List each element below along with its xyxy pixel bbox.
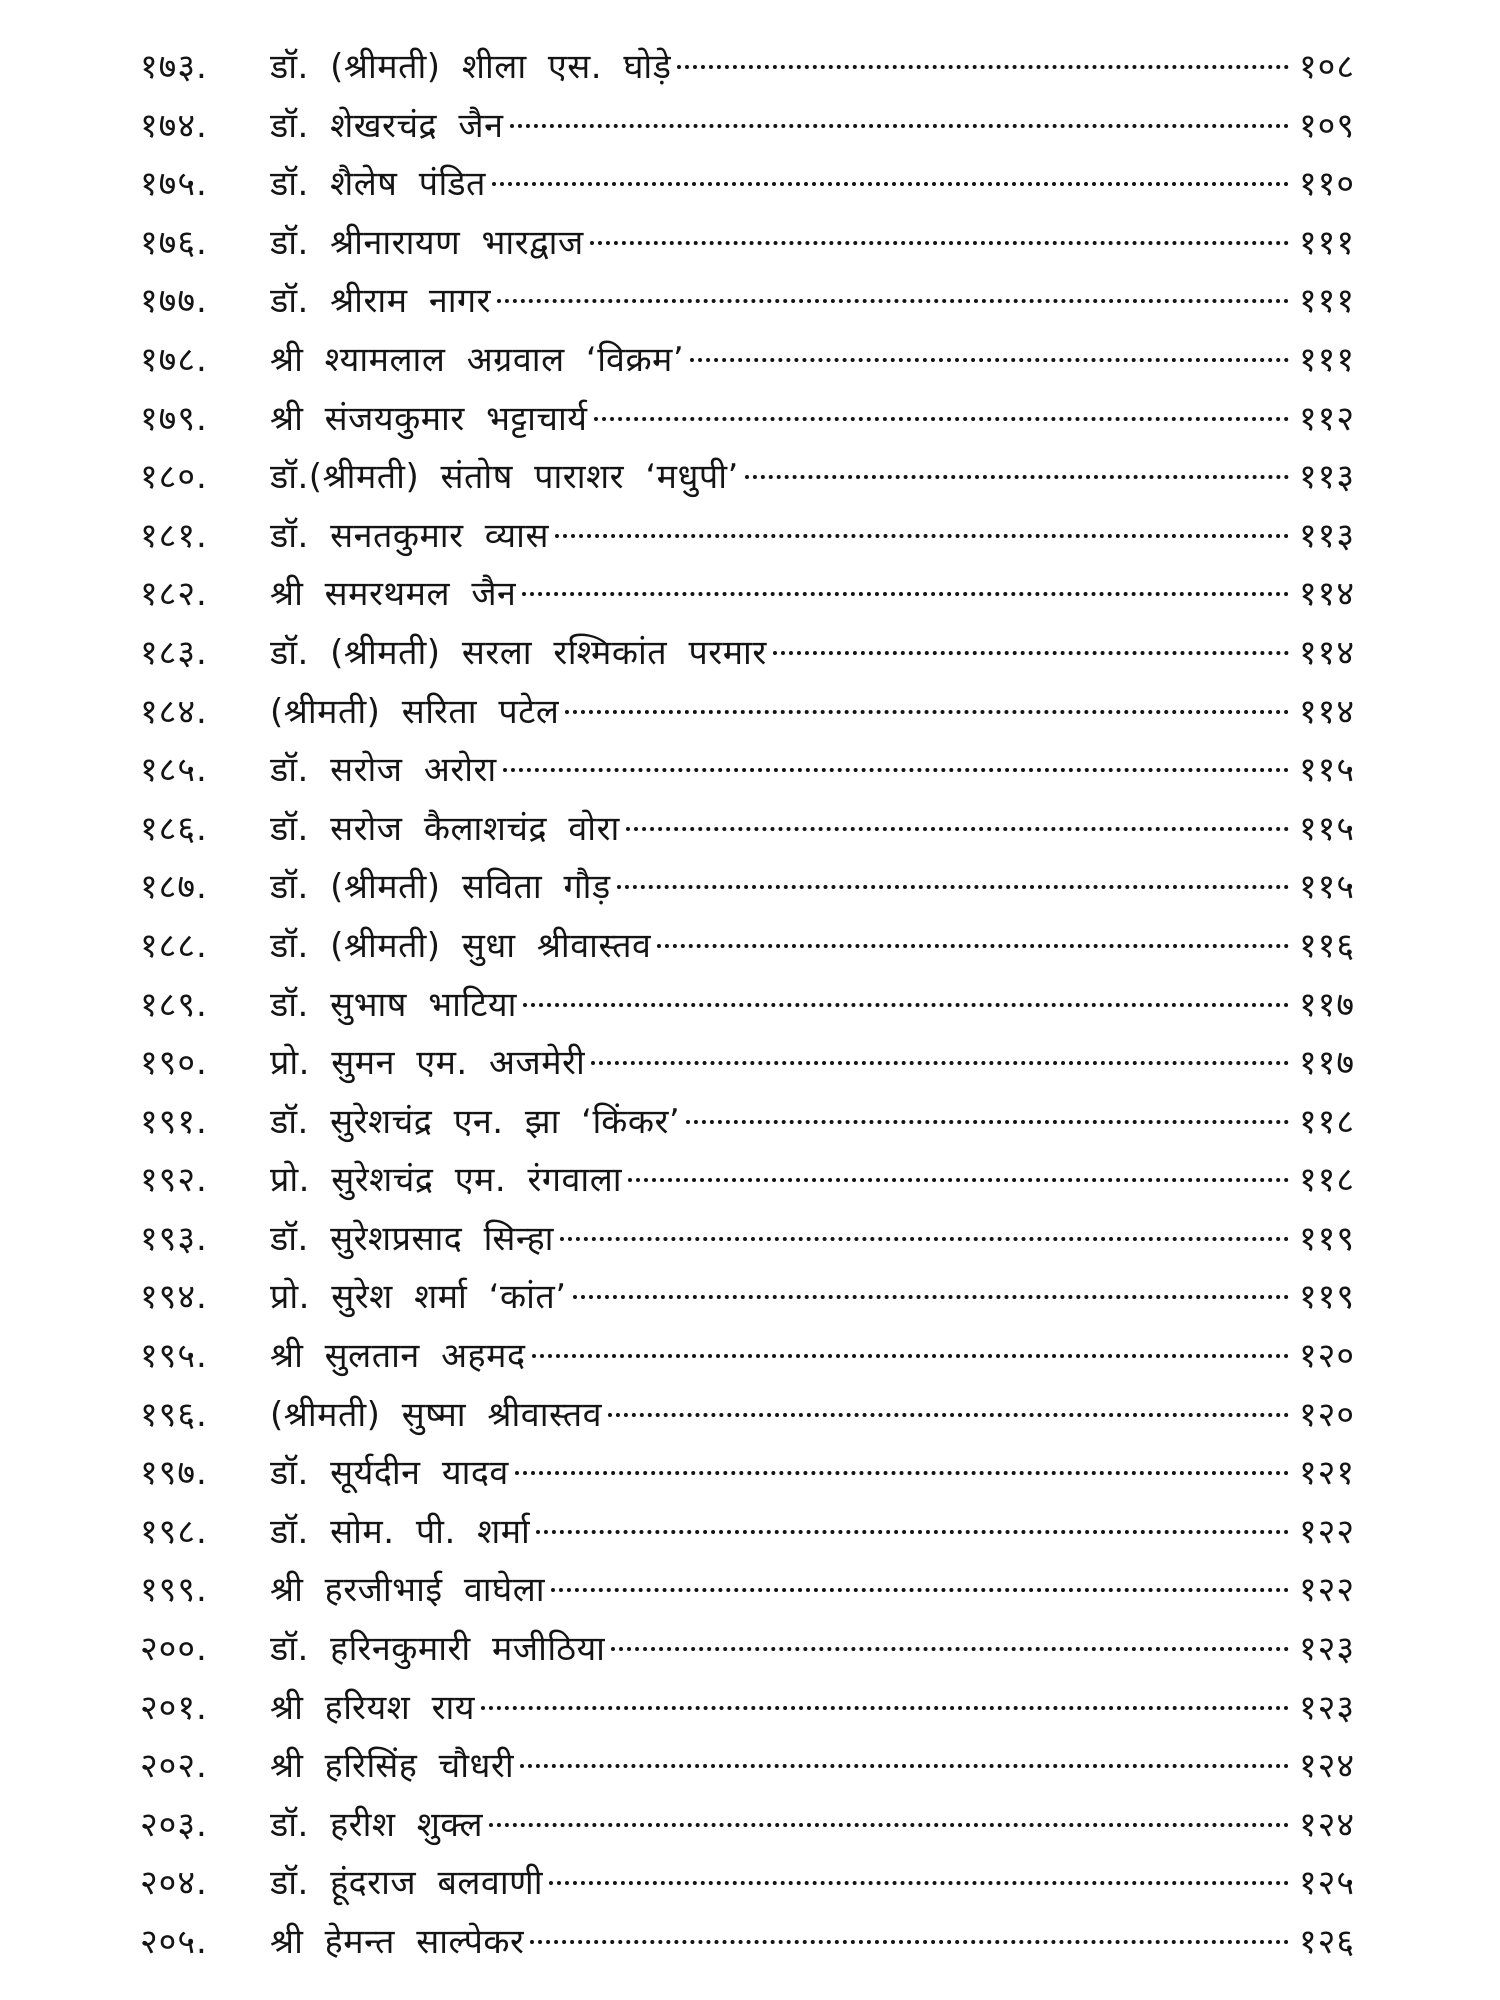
entry-page-number: १२४ [1298,1746,1355,1787]
dot-leader [555,534,1289,538]
dot-leader [551,1588,1289,1592]
entry-title: डॉ. सोम. पी. शर्मा [270,1511,531,1552]
entry-number: १८२. [140,574,208,615]
entry-page-number: १२६ [1298,1922,1355,1962]
entry-page-number: १२० [1298,1336,1355,1377]
entry-title: डॉ. शेखरचंद्र जैन [270,105,504,146]
entry-page-number: १२३ [1298,1687,1355,1728]
entry-number: १७८. [140,339,208,380]
entry-title: (श्रीमती) सुष्मा श्रीवास्तव [270,1394,603,1435]
entry-title: डॉ. हूंदराज बलवाणी [270,1863,544,1904]
entry-number: १९२. [140,1160,208,1201]
toc-entry [140,1210,1355,1269]
dot-leader [515,1471,1289,1475]
dot-leader [608,1413,1289,1417]
entry-title: श्री हरियश राय [270,1687,476,1728]
toc-entry [140,155,1355,214]
dot-leader [503,768,1289,772]
entry-title: प्रो. सुरेशचंद्र एम. रंगवाला [270,1160,623,1201]
toc-entry [140,917,1355,976]
toc-entry [140,800,1355,859]
dot-leader [611,1647,1288,1651]
entry-page-number: १११ [1298,222,1355,263]
entry-page-number: ११४ [1298,691,1355,732]
entry-number: १८९. [140,984,208,1025]
entry-page-number: १२१ [1298,1453,1355,1494]
entry-number: २०५. [140,1922,208,1962]
entry-number: २०२. [140,1746,208,1787]
entry-title: डॉ. हरीश शुक्ल [270,1804,484,1845]
dot-leader [628,1178,1289,1182]
entry-number: १८७. [140,867,208,908]
entry-page-number: ११८ [1298,1101,1355,1142]
dot-leader [565,710,1289,714]
toc-entry [140,741,1355,800]
entry-number: १८१. [140,515,208,556]
entry-title: डॉ. सुरेशप्रसाद सिन्हा [270,1218,554,1259]
toc-entry [140,448,1355,507]
toc-entry [140,1737,1355,1796]
entry-title: डॉ. शैलेष पंडित [270,164,486,205]
entry-title: डॉ. सनतकुमार व्यास [270,515,549,556]
entry-page-number: ११६ [1298,925,1355,966]
entry-number: १९८. [140,1511,208,1552]
entry-number: २०४. [140,1863,208,1904]
dot-leader [591,1061,1289,1065]
dot-leader [523,1003,1289,1007]
entry-title: श्री श्यामलाल अग्रवाल ‘विक्रम’ [270,339,685,380]
entry-number: १९५. [140,1336,208,1377]
toc-entry [140,976,1355,1035]
entry-title: श्री समरथमल जैन [270,574,517,615]
dot-leader [657,944,1289,948]
entry-number: २०३. [140,1804,208,1845]
entry-title: डॉ. सुरेशचंद्र एन. झा ‘किंकर’ [270,1101,681,1142]
toc-entry [140,1151,1355,1210]
dot-leader [677,65,1289,69]
entry-number: १९६. [140,1394,208,1435]
entry-number: १८४. [140,691,208,732]
entry-page-number: १०९ [1298,105,1355,146]
toc-entry [140,214,1355,273]
toc-entry [140,1679,1355,1738]
toc-entry [140,1561,1355,1620]
toc-entry [140,683,1355,742]
toc-entry [140,1796,1355,1855]
dot-leader [536,1530,1289,1534]
entry-page-number: ११२ [1298,398,1355,439]
entry-page-number: १२५ [1298,1863,1355,1904]
dot-leader [560,1237,1289,1241]
dot-leader [617,885,1289,889]
dot-leader [686,1120,1289,1124]
entry-page-number: ११३ [1298,457,1355,498]
entry-page-number: ११३ [1298,515,1355,556]
entry-page-number: ११७ [1298,1043,1355,1084]
dot-leader [594,417,1289,421]
entry-number: २०१. [140,1687,208,1728]
entry-title: डॉ. सरोज अरोरा [270,750,497,791]
entry-page-number: ११७ [1298,984,1355,1025]
entry-page-number: १११ [1298,281,1355,322]
toc-entry [140,1386,1355,1445]
entry-number: १८३. [140,632,208,673]
entry-title: डॉ. सरोज कैलाशचंद्र वोरा [270,808,620,849]
entry-page-number: ११४ [1298,574,1355,615]
entry-number: १८६. [140,808,208,849]
entry-number: १७५. [140,164,208,205]
toc-entry [140,1620,1355,1679]
entry-number: १९९. [140,1570,208,1611]
dot-leader [489,1823,1289,1827]
entry-page-number: १२२ [1298,1511,1355,1552]
toc-entry [140,331,1355,390]
toc-entry [140,1854,1355,1913]
entry-title: डॉ. श्रीराम नागर [270,281,492,322]
entry-page-number: ११४ [1298,632,1355,673]
entry-number: १९३. [140,1218,208,1259]
entry-title: श्री हरजीभाई वाघेला [270,1570,546,1611]
entry-number: १७४. [140,105,208,146]
toc-entry [140,1327,1355,1386]
toc-entry [140,97,1355,156]
entry-number: २००. [140,1629,208,1670]
entry-title: प्रो. सुमन एम. अजमेरी [270,1043,586,1084]
entry-title: डॉ. हरिनकुमारी मजीठिया [270,1629,606,1670]
toc-entry [140,1093,1355,1152]
entry-number: १८०. [140,457,208,498]
entry-title: डॉ. (श्रीमती) सरला रश्मिकांत परमार [270,632,767,673]
dot-leader [590,241,1289,245]
dot-leader [522,592,1289,596]
toc-entry [140,390,1355,449]
entry-title: डॉ. (श्रीमती) सविता गौड़ [270,867,611,908]
entry-page-number: १०८ [1298,47,1355,87]
entry-title: डॉ. सुभाष भाटिया [270,984,517,1025]
entry-title: श्री हरिसिंह चौधरी [270,1746,515,1787]
entry-number: १९०. [140,1043,208,1084]
entry-number: १८५. [140,750,208,791]
entry-title: डॉ. (श्रीमती) सुधा श्रीवास्तव [270,925,652,966]
entry-number: १७९. [140,398,208,439]
entry-number: १९४. [140,1277,208,1318]
entry-number: १७७. [140,281,208,322]
entry-title: डॉ. (श्रीमती) शीला एस. घोड़े [270,47,672,87]
dot-leader [481,1706,1289,1710]
entry-page-number: १२० [1298,1394,1355,1435]
table-of-contents [140,38,1355,1972]
entry-page-number: ११५ [1298,808,1355,849]
entry-page-number: ११० [1298,164,1355,205]
toc-entry [140,507,1355,566]
entry-page-number: १२३ [1298,1629,1355,1670]
entry-title: श्री सुलतान अहमद [270,1336,526,1377]
toc-entry [140,858,1355,917]
dot-leader [773,651,1289,655]
entry-number: १९१. [140,1101,208,1142]
dot-leader [492,182,1289,186]
entry-title: श्री संजयकुमार भट्टाचार्य [270,398,588,439]
entry-title: डॉ. श्रीनारायण भारद्वाज [270,222,584,263]
dot-leader [626,827,1289,831]
toc-entry [140,624,1355,683]
entry-page-number: १२२ [1298,1570,1355,1611]
entry-page-number: ११८ [1298,1160,1355,1201]
toc-entry [140,38,1355,97]
toc-entry [140,1503,1355,1562]
entry-title: डॉ.(श्रीमती) संतोष पाराशर ‘मधुपी’ [270,457,739,498]
dot-leader [690,358,1289,362]
entry-number: १९७. [140,1453,208,1494]
toc-entry [140,1268,1355,1327]
entry-number: १७६. [140,222,208,263]
dot-leader [510,124,1289,128]
toc-entry [140,1913,1355,1972]
dot-leader [549,1881,1289,1885]
entry-page-number: ११९ [1298,1277,1355,1318]
entry-title: श्री हेमन्त साल्पेकर [270,1922,525,1962]
dot-leader [745,475,1289,479]
entry-page-number: ११९ [1298,1218,1355,1259]
entry-title: प्रो. सुरेश शर्मा ‘कांत’ [270,1277,567,1318]
dot-leader [520,1764,1289,1768]
toc-entry [140,272,1355,331]
entry-page-number: ११५ [1298,750,1355,791]
dot-leader [573,1295,1289,1299]
entry-page-number: १२४ [1298,1804,1355,1845]
toc-entry [140,565,1355,624]
entry-number: १८८. [140,925,208,966]
entry-title: (श्रीमती) सरिता पटेल [270,691,560,732]
entry-title: डॉ. सूर्यदीन यादव [270,1453,509,1494]
dot-leader [532,1354,1289,1358]
entry-page-number: १११ [1298,339,1355,380]
toc-entry [140,1034,1355,1093]
dot-leader [497,299,1289,303]
toc-entry [140,1444,1355,1503]
entry-number: १७३. [140,47,208,87]
entry-page-number: ११५ [1298,867,1355,908]
dot-leader [530,1940,1289,1944]
